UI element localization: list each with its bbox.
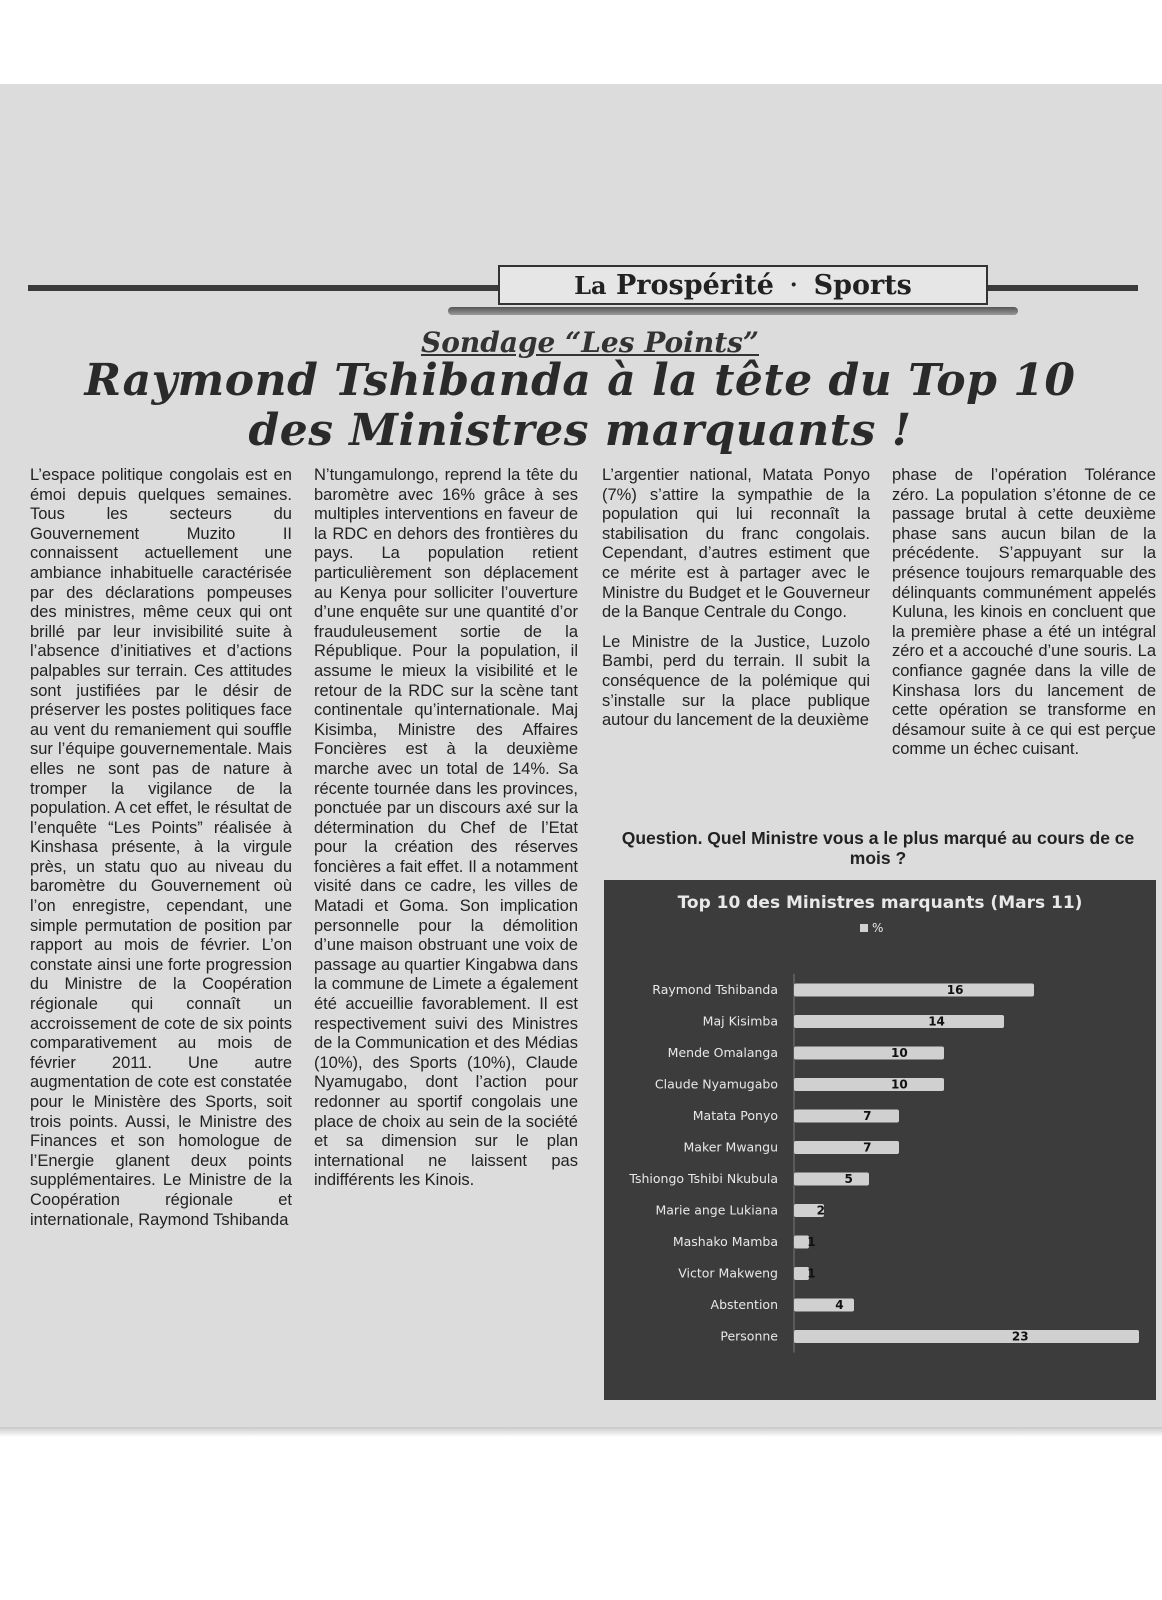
article-column-4 [892,466,1156,760]
poll-question: Question. Quel Ministre vous a le plus marqué au cours de ce mois ? [621,828,1135,868]
publication-name: Prospérité [615,269,774,301]
article-column-1 [30,466,292,1230]
banner-box [498,265,988,305]
data-label: 10 [891,1046,908,1060]
bar-chart-svg [604,880,1156,1400]
headline-line-2: des Ministres marquants ! [248,405,912,456]
data-label: 10 [891,1077,908,1092]
category-label: Maj Kisimba [702,1013,778,1029]
data-label: 23 [1011,1329,1029,1344]
category-label: Mashako Mamba [672,1234,778,1249]
data-label: 7 [863,1140,872,1155]
category-label: Maker Mwangu [683,1139,778,1155]
category-label: Raymond Tshibanda [652,982,778,997]
data-label: 16 [946,983,964,997]
bar [794,984,1034,997]
column-4-paragraph: phase de l’opération Tolérance zéro. La population s’étonne de ce passage brutal à cette deuxième phase sans aucun bilan de la précédente. S’appuyant sur la présence toujours remarquable des délinquants communément appelés Kuluna, les kinois en concluent que la première phase a été un intégral zéro et a accouché d’une souris. La confiance gagnée dans la ville de Kinshasa lors du lancement de cette opération se transforme en désamour suite à ce qui est perçue comme un échec cuisant. [892,466,1156,759]
category-label: Mende Omalanga [667,1045,778,1060]
data-label: 7 [863,1109,872,1123]
data-label: 14 [928,1014,945,1029]
data-label: 1 [807,1266,816,1281]
bar [794,1173,869,1186]
column-3-paragraph-1: L’argentier national, Matata Ponyo (7%) s’attire la sympathie de la population qui lui reconnaît la stabilisation du franc congolais. Cependant, d’autres estiment que ce mérite est à partager avec le Ministre du Budget et le Gouverneur de la Banque Centrale du Congo. [602,466,870,622]
banner-separator: · [789,272,798,298]
column-2-paragraph: N’tungamulongo, reprend la tête du baromètre avec 16% grâce à ses multiples interventions en faveur de la RDC en dehors des frontières du pays. La population retient particulièrement son déplacement au Kenya pour solliciter l’ouverture d’une enquête sur une quantité d’or frauduleusement sortie de la République. Pour la population, il assume le mieux la visibilité et le retour de la RDC sur la scène tant continentale qu’internationale. Maj Kisimba, Ministre des Affaires Foncières est à la deuxième marche avec un total de 14%. Sa récente tournée dans les provinces, ponctuée par un discours axé sur la détermination du Chef de l’Etat pour la création des réserves foncières a fait effet. Il a notamment visité dans ce cadre, les villes de Matadi et Goma. Son implication personnelle pour la démolition d’une maison obstruant une voix de passage au quartier Kingabwa dans la commune de Limete a également été accueillie favorablement. Il est respectivement suivi des Ministres de la Communication et des Médias (10%), des Sports (10%), Claude Nyamugabo, dont l’action pour redonner au sportif congolais une place de choix au sein de la société et sa dimension sur le plan international ne laissent pas indifférents les Kinois. [314,466,578,1190]
banner-rule-right [988,285,1138,291]
category-label: Personne [720,1328,778,1344]
data-label: 2 [816,1203,825,1218]
poll-chart [604,880,1156,1400]
category-label: Abstention [710,1297,778,1312]
article-headline [30,356,1130,456]
article-column-3 [602,466,870,731]
publication-article: La [574,270,607,300]
category-label: Claude Nyamugabo [654,1076,778,1092]
headline-line-1: Raymond Tshibanda à la tête du Top 10 [84,355,1076,406]
category-label: Victor Makweng [678,1265,778,1281]
section-banner [28,265,1138,315]
bar [794,1047,944,1060]
chart-title: Top 10 des Ministres marquants (Mars 11) [677,893,1083,913]
data-label: 5 [844,1172,853,1186]
column-1-paragraph: L’espace politique congolais est en émoi depuis quelques semaines. Tous les secteurs du Gouvernement Muzito II connaissent actuellement une ambiance inhabituelle caractérisée par des déclarations pompeuses des ministres, même ceux qui ont brillé par leur invisibilité suite à l’absence d’initiatives et d’actions palpables sur terrain. Ces attitudes sont justifiées par le désir de préserver les postes politiques face au vent du remaniement qui souffle sur l’équipe gouvernementale. Mais elles ne sont pas de nature à tromper la vigilance de la population. A cet effet, le résultat de l’enquête “Les Points” réalisée à Kinshasa présente, à la virgule près, un statu quo au niveau du baromètre du Gouvernement où l’on enregistre, cependant, une simple permutation de position par rapport au mois de février. L’on constate ainsi une forte progression du Ministre de la Coopération régionale qui connaît un accroissement de cote de six points comparativement au mois de février 2011. Une autre augmentation de cote est constatée pour le Ministère des Sports, soit trois points. Aussi, le Ministre des Finances et son homologue de l’Energie glanent deux points supplémentaires. Le Ministre de la Coopération régionale et internationale, Raymond Tshibanda [30,466,292,1229]
category-label: Tshiongo Tshibi Nkubula [629,1171,778,1186]
data-label: 4 [835,1298,844,1312]
data-label: 1 [807,1235,816,1249]
bar [794,1141,899,1154]
page-fold-shadow [0,1427,1162,1437]
category-label: Marie ange Lukiana [655,1202,778,1218]
bar [794,1110,899,1123]
article-kicker: Sondage “Les Points” [420,326,759,359]
section-name: Sports [813,269,912,301]
article-column-2 [314,466,578,1191]
bar [794,1078,944,1091]
legend-label: % [872,921,884,935]
bar [794,1299,854,1312]
category-label: Matata Ponyo [692,1108,778,1123]
legend-swatch [860,924,868,932]
banner-underline [448,307,1018,315]
bar [794,1330,1139,1343]
column-3-paragraph-2: Le Ministre de la Justice, Luzolo Bambi, perd du terrain. Il subit la conséquence de la polémique qui s’installe sur la place publique autour du lancement de la deuxième [602,632,870,730]
bar [794,1015,1004,1028]
banner-rule-left [28,285,498,291]
